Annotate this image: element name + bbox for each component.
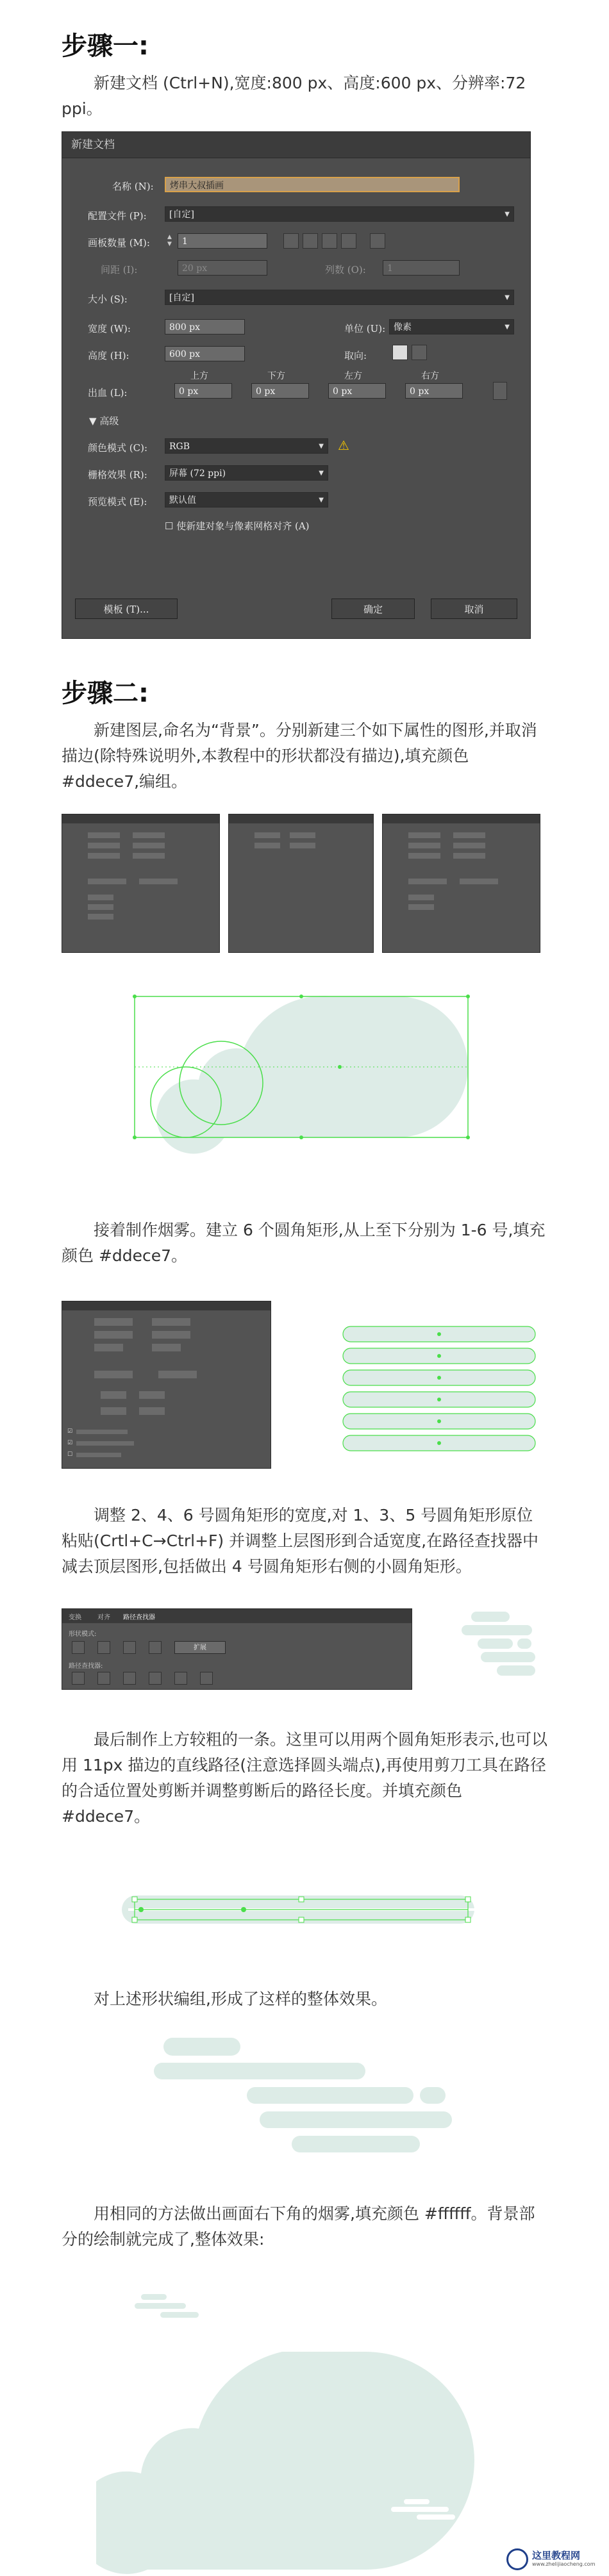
grouped-smoke-illustration [151, 2035, 471, 2163]
bleed-top-label: 上方 [190, 371, 208, 381]
exclude-icon[interactable] [149, 1641, 162, 1654]
bleed-label: 出血 (L): [88, 387, 128, 399]
chevron-down-icon: ▼ [505, 294, 510, 301]
columns-input[interactable]: 1 [383, 260, 460, 276]
align-checkbox[interactable]: ☐ 使新建对象与像素网格对齐 (A) [165, 520, 310, 532]
grid-row-icon[interactable] [283, 233, 299, 249]
step2-text6: 用相同的方法做出画面右下角的烟雾,填充颜色 #ffffff。背景部分的绘制就完成了,整体效果: [62, 2204, 535, 2249]
size-label: 大小 (S): [88, 293, 128, 305]
preview-select[interactable]: 默认值 ▼ [165, 492, 328, 508]
arrange-row-icon[interactable] [322, 233, 337, 249]
minus-front-icon[interactable] [97, 1641, 110, 1654]
step2-text3: 调整 2、4、6 号圆角矩形的宽度,对 1、3、5 号圆角矩形原位粘贴(Crtl+C→Ctrl+F) 并调整上层图形到合适宽度,在路径查找器中减去顶层图形,包括做出 4 号圆角矩形右侧的小圆角矩形。 [62, 1506, 539, 1576]
bleed-right-input[interactable]: 0 px [405, 383, 463, 399]
chevron-down-icon: ▼ [505, 211, 510, 218]
smoke-shapes-small [458, 1608, 555, 1679]
landscape-icon[interactable] [412, 345, 427, 360]
unite-icon[interactable] [72, 1641, 85, 1654]
panel-tabs [383, 814, 540, 823]
pathfinders-label: 路径查找器: [69, 1663, 103, 1670]
chevron-down-icon: ▼ [319, 470, 324, 477]
orientation-label: 取向: [344, 350, 367, 361]
watermark-url: www.zhelijiaocheng.com [532, 2561, 596, 2567]
expand-button[interactable]: 扩展 [174, 1641, 226, 1654]
link-icon[interactable] [493, 382, 507, 400]
arrange-col-icon[interactable] [341, 233, 356, 249]
panel-tabs [229, 814, 373, 823]
height-label: 高度 (H): [88, 350, 129, 361]
chevron-down-icon: ▼ [319, 497, 324, 504]
dialog-title: 新建文档 [62, 132, 530, 158]
artboards-input[interactable]: 1 [178, 233, 267, 249]
size-select[interactable]: [自定] ▼ [165, 290, 514, 305]
bleed-top-input[interactable]: 0 px [174, 383, 232, 399]
width-label: 宽度 (W): [88, 323, 131, 334]
cancel-button[interactable]: 取消 [431, 599, 517, 619]
name-label: 名称 (N): [112, 181, 154, 192]
panel-tabs [62, 1301, 271, 1310]
raster-label: 栅格效果 (R): [88, 469, 147, 481]
step2-text1: 新建图层,命名为“背景”。分别新建三个如下属性的图形,并取消描边(除特殊说明外,本教程中的形状都没有描边),填充颜色 #ddece7,编组。 [62, 721, 537, 791]
outline-icon[interactable] [174, 1672, 187, 1685]
artboards-label: 画板数量 (M): [88, 237, 150, 249]
tab-transform[interactable]: 变换 [69, 1614, 81, 1621]
step2-text5: 对上述形状编组,形成了这样的整体效果。 [94, 1990, 387, 2008]
step1-text: 新建文档 (Ctrl+N),宽度:800 px、高度:600 px、分辨率:72 ppi。 [62, 74, 526, 118]
profile-label: 配置文件 (P): [88, 210, 147, 222]
bleed-right-label: 右方 [421, 371, 439, 381]
chevron-down-icon: ▼ [505, 324, 510, 331]
crop-icon[interactable] [149, 1672, 162, 1685]
bleed-bottom-label: 下方 [267, 371, 285, 381]
ok-button[interactable]: 确定 [331, 599, 415, 619]
final-background-illustration [96, 2281, 545, 2576]
name-input[interactable]: 烤串大叔插画 [165, 177, 460, 192]
cloud-shapes-illustration [122, 990, 487, 1157]
triangle-down-icon: ▼ [89, 415, 100, 427]
units-label: 单位 (U): [344, 323, 386, 334]
watermark-title: 这里教程网 [532, 2550, 581, 2561]
height-input[interactable]: 600 px [165, 346, 245, 361]
minus-back-icon[interactable] [200, 1672, 213, 1685]
new-document-dialog [62, 131, 531, 639]
raster-select[interactable]: 屏幕 (72 ppi) ▼ [165, 465, 328, 481]
properties-panel-1 [62, 814, 220, 953]
bleed-bottom-input[interactable]: 0 px [251, 383, 309, 399]
preview-label: 预览模式 (E): [88, 496, 147, 508]
step1-heading: 步骤一: [62, 31, 149, 61]
portrait-icon[interactable] [392, 345, 408, 360]
tab-align[interactable]: 对齐 [97, 1614, 110, 1621]
tab-pathfinder[interactable]: 路径查找器 [123, 1614, 155, 1621]
chevron-down-icon: ▼ [319, 443, 324, 450]
six-rounded-rects-illustration [337, 1320, 542, 1461]
spacing-label: 间距 (I): [101, 264, 138, 276]
color-select[interactable]: RGB ▼ [165, 438, 328, 454]
width-input[interactable]: 800 px [165, 319, 245, 334]
thick-line-illustration [115, 1884, 481, 1935]
divide-icon[interactable] [72, 1672, 85, 1685]
direction-icon[interactable] [370, 233, 385, 249]
pathfinder-panel [62, 1608, 412, 1690]
intersect-icon[interactable] [123, 1641, 136, 1654]
panel-tabs [62, 814, 219, 823]
properties-panel-3 [382, 814, 540, 953]
checkbox-icon: ☐ [165, 520, 177, 532]
columns-label: 列数 (O): [325, 264, 366, 276]
trim-icon[interactable] [97, 1672, 110, 1685]
color-label: 颜色模式 (C): [88, 442, 148, 454]
watermark [506, 2547, 603, 2573]
template-button[interactable]: 模板 (T)... [75, 599, 178, 619]
logo-icon [506, 2548, 528, 2570]
bleed-left-input[interactable]: 0 px [328, 383, 386, 399]
transform-panel: ☑ ☑ ☐ [62, 1301, 271, 1469]
grid-col-icon[interactable] [303, 233, 318, 249]
step2-text2: 接着制作烟雾。建立 6 个圆角矩形,从上至下分别为 1-6 号,填充颜色 #ddece7。 [62, 1221, 546, 1265]
step2-text4: 最后制作上方较粗的一条。这里可以用两个圆角矩形表示,也可以用 11px 描边的直线路径(注意选择圆头端点),再使用剪刀工具在路径的合适位置处剪断并调整剪断后的路径长度。并填充颜色 #ddece7。 [62, 1730, 547, 1826]
units-select[interactable]: 像素 ▼ [389, 319, 514, 334]
shape-modes-label: 形状模式: [69, 1631, 97, 1638]
advanced-toggle[interactable]: ▼ 高级 [89, 415, 119, 427]
spacing-input[interactable]: 20 px [178, 260, 267, 276]
bleed-left-label: 左方 [344, 371, 362, 381]
properties-panel-2 [228, 814, 374, 953]
step2-heading: 步骤二: [62, 679, 149, 708]
warning-icon: ⚠ [338, 438, 349, 453]
merge-icon[interactable] [123, 1672, 136, 1685]
artboards-stepper[interactable]: ▲ ▼ [167, 234, 172, 247]
profile-select[interactable]: [自定] ▼ [165, 206, 514, 222]
